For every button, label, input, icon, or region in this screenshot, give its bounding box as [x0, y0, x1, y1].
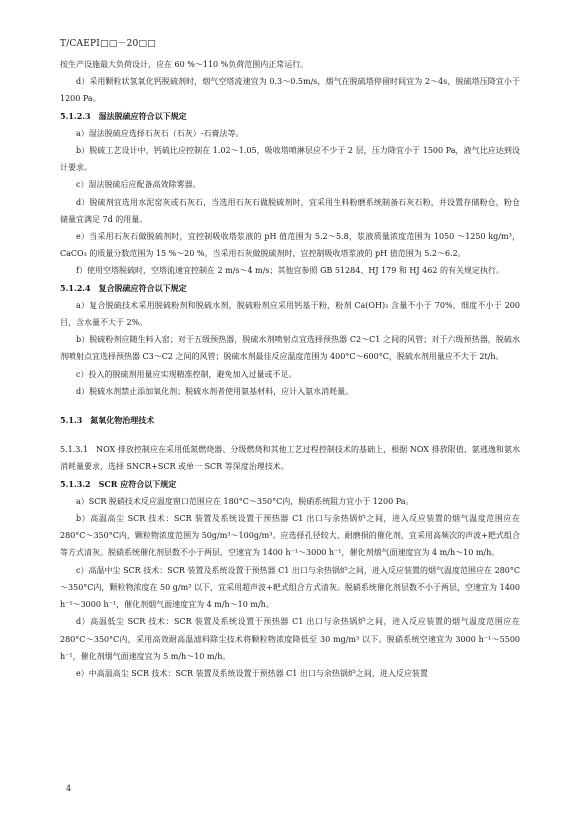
heading-5-1-3-2: 5.1.3.2 SCR 应符合以下规定	[60, 478, 177, 489]
paragraph-wet-e: e）当采用石灰石做脱硫剂时，宜控制吸收塔浆液的 pH 值范围为 5.2～5.8，浆液质量浓度范围为 1050 ～1250 kg/m³，CaCO₃ 的质量分数范围为 15 %～20 %。当采用石灰做脱硫剂时，宜控制吸收塔浆液的 pH 值范围为 5.2～6.2。	[60, 232, 520, 259]
heading-5-1-3: 5.1.3 氮氧化物治理技术	[60, 415, 155, 426]
paragraph-scr-d: d）高温低尘 SCR 技术：SCR 装置及系统设置于预热器 C1 出口与余热锅炉之间，进入反应装置的烟气温度范围应在 280°C～350°C内，采用高效耐高温滤料除尘技术将颗粒物浓度降低至 30 mg/m³ 以下。脱硝系统空速宜为 3000 h⁻¹～5500 h⁻¹，催化剂烟气面速度宜为 5 m/h～10 m/h。	[60, 617, 520, 661]
paragraph-composite-a: a）复合脱硫技术采用脱硫粉剂和脱硫水剂，脱硫粉剂应采用钙基干粉，粉剂 Ca(OH)₂ 含量不小于 70%，细度不小于 200 目，含水量不大于 2%。	[60, 300, 520, 328]
page-number: 4	[66, 784, 72, 793]
paragraph-scr-a: a）SCR 脱硝技术反应温度窗口范围应在 180°C～350°C内，脱硝系统阻力宜小于 1200 Pa。	[76, 496, 414, 506]
paragraph-wet-a: a）湿法脱硫应选择石灰石（石灰）-石膏法等。	[76, 128, 244, 138]
paragraph-scr-e: e）中高温高尘 SCR 技术：SCR 装置及系统设置于预热器 C1 出口与余热锅炉之间，进入反应装置	[76, 668, 428, 678]
paragraph-composite-d: d）脱硫水剂禁止添加氧化剂；脱硫水剂者使用氨基材料，应计入氨水消耗量。	[76, 386, 354, 396]
paragraph-wet-f: f）使用空塔脱硫时，空塔流速宜控制在 2 m/s～4 m/s；其他宜参照 GB 51284、HJ 179 和 HJ 462 的有关规定执行。	[76, 266, 504, 276]
paragraph-load-range: 按生产设施最大负荷设计，应在 60 %～110 %负荷范围内正常运行。	[60, 60, 309, 69]
paragraph-wet-c: c）湿法脱硫后应配备高效除雾器。	[76, 180, 201, 190]
paragraph-dry-d: d）采用颗粒状氢氧化钙脱硫剂时，烟气空塔流速宜为 0.3～0.5m/s，烟气在脱硫塔停留时间宜为 2～4s，脱硫塔压降宜小于 1200 Pa。	[60, 77, 520, 104]
heading-5-1-2-3: 5.1.2.3 湿法脱硫应符合以下规定	[60, 110, 187, 121]
standard-number-header: T/CAEPI□□－20□□	[60, 39, 156, 49]
paragraph-wet-b: b）脱硫工艺设计中，钙硫比应控制在 1.02～1.05，吸收塔喷淋层应不少于 2 层，压力降宜小于 1500 Pa，液气比应达到设计要求。	[60, 146, 520, 173]
paragraph-wet-d: d）脱硫剂宜选用水泥窑灰或石灰石，当选用石灰石做脱硫剂时，宜采用生料粉磨系统制备石灰石粉，并设置存储粉仓，粉仓储量宜满足 7d 的用量。	[60, 197, 520, 224]
paragraph-scr-b: b）高温高尘 SCR 技术：SCR 装置及系统设置于预热器 C1 出口与余热锅炉之间，进入反应装置的烟气温度范围应在 280°C～350°C内，颗粒物浓度范围为 50g/m³～100g/m³。应选择孔径较大、耐磨损的催化剂，宜采用高频次的声波+耙式组合等方式清灰。脱硝系统催化剂层数不小于两层，空速宜为 1400 h⁻¹～3000 h⁻¹，催化剂烟气面速度宜为 4 m/h～10 m/h。	[60, 514, 520, 558]
section-spacer	[60, 429, 520, 441]
paragraph-composite-b: b）脱硫粉剂应随生料入窑；对于五级预热器，脱硫水剂喷射点宜选择预热器 C2～C1 之间的风管；对于六级预热器，脱硫水剂喷射点宜选择预热器 C3～C2 之间的风管；脱硫水剂最佳反应温度范围为 400°C～600°C，脱硫水剂用量应不大于 2t/h。	[60, 335, 520, 362]
paragraph-composite-c: c）投入的脱硫剂用量应实现精准控制，避免加入过量或不足。	[76, 369, 297, 379]
paragraph-nox-5-1-3-1: 5.1.3.1 NOX 排放控制应在采用低氮燃烧器、分级燃烧和其他工艺过程控制技术的基础上，根据 NOX 排放限值、氨逃逸和氨水消耗量要求，选择 SNCR+SCR 或单一 SCR 等深度治理技术。	[60, 445, 520, 472]
section-spacer	[60, 400, 520, 412]
paragraph-scr-c: c）高温中尘 SCR 技术：SCR 装置及系统设置于预热器 C1 出口与余热锅炉之间，进入反应装置的烟气温度范围应在 280°C～350°C内，颗粒物浓度在 50 g/m³ 以下，宜采用超声波+耙式组合方式清灰。脱硝系统催化剂层数不小于两层，空速宜为 1400 h⁻¹～3000 h⁻¹，催化剂烟气面速度宜为 4 m/h～10 m/h。	[60, 565, 520, 610]
heading-5-1-2-4: 5.1.2.4 复合脱硫应符合以下规定	[60, 282, 187, 293]
document-body	[60, 56, 520, 682]
